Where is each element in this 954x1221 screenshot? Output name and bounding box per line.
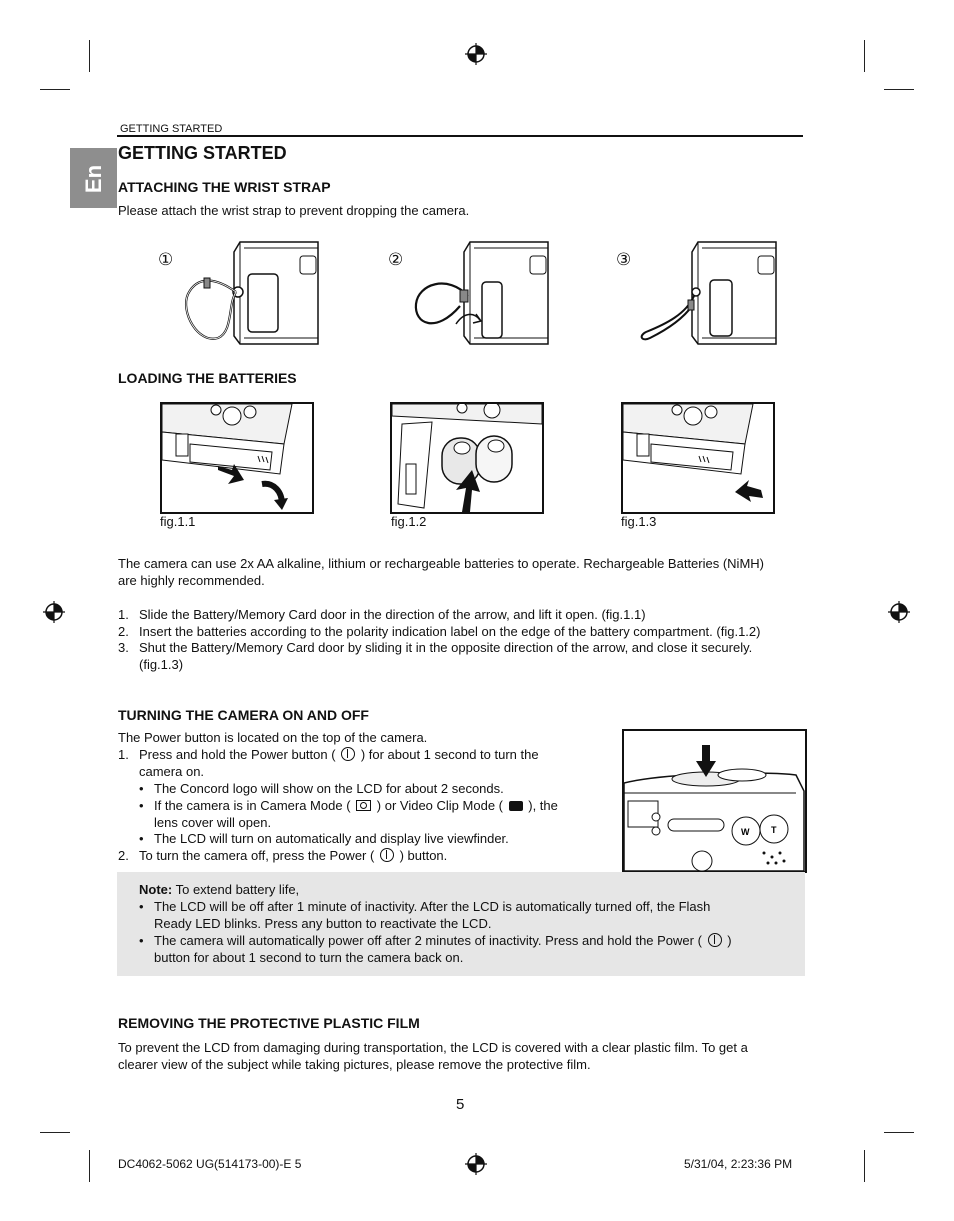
list-text: The LCD will be off after 1 minute of inactivity. After the LCD is automatically turned off, the Flash — [154, 899, 711, 914]
battery-figure-3 — [621, 402, 775, 514]
list-text: ) — [727, 933, 732, 948]
figure-caption: fig.1.3 — [621, 514, 657, 529]
power-icon — [380, 848, 394, 862]
battery-figure-1 — [160, 402, 314, 514]
list-text: Slide the Battery/Memory Card door in the direction of the arrow, and lift it open. (fig.1.1) — [139, 607, 646, 622]
figure-caption: fig.1.2 — [391, 514, 427, 529]
power-icon — [708, 933, 722, 947]
power-icon — [341, 747, 355, 761]
paragraph: Please attach the wrist strap to prevent dropping the camera. — [118, 203, 470, 218]
crop-mark — [89, 40, 90, 72]
language-tab-label: En — [81, 164, 106, 194]
note-label: Note: — [139, 882, 173, 897]
camera-mode-icon — [356, 800, 371, 811]
list-text: To turn the camera off, press the Power ( — [139, 848, 375, 863]
power-button-figure — [622, 729, 807, 873]
crop-mark — [884, 89, 914, 90]
note-box — [117, 872, 805, 976]
section-heading: TURNING THE CAMERA ON AND OFF — [118, 707, 369, 723]
registration-mark-icon — [43, 601, 65, 623]
bullet: • — [139, 831, 144, 846]
section-heading: LOADING THE BATTERIES — [118, 370, 297, 386]
list-text: ) for about 1 second to turn the — [360, 747, 539, 762]
note-intro: To extend battery life, — [172, 882, 300, 897]
list-text: If the camera is in Camera Mode ( — [154, 798, 351, 813]
list-text: The LCD will turn on automatically and display live viewfinder. — [154, 831, 509, 846]
list-text: The camera will automatically power off after 2 minutes of inactivity. Press and hold the Power ( — [154, 933, 702, 948]
list-text: The Concord logo will show on the LCD for about 2 seconds. — [154, 781, 504, 796]
list-text: ), the — [528, 798, 558, 813]
list-number: 1. — [118, 607, 129, 622]
list-text-continued: (fig.1.3) — [139, 657, 184, 672]
bullet: • — [139, 899, 144, 914]
list-text: Press and hold the Power button ( — [139, 747, 336, 762]
page-number: 5 — [456, 1096, 465, 1113]
step-number: ① — [158, 250, 174, 269]
list-number: 1. — [118, 747, 129, 762]
running-header: GETTING STARTED — [120, 123, 223, 135]
battery-figure-2 — [390, 402, 544, 514]
section-heading: ATTACHING THE WRIST STRAP — [118, 179, 331, 195]
wrist-strap-illustration — [636, 234, 778, 350]
registration-mark-icon — [465, 1153, 487, 1175]
step-number: ③ — [616, 250, 632, 269]
list-text: ) button. — [399, 848, 448, 863]
zoom-tele-label: T — [771, 825, 777, 835]
crop-mark — [884, 1132, 914, 1133]
paragraph: To prevent the LCD from damaging during transportation, the LCD is covered with a clear plastic film. To get a — [118, 1040, 748, 1055]
crop-mark — [89, 1150, 90, 1182]
list-text: Insert the batteries according to the polarity indication label on the edge of the battery compartment. (fig.1.2) — [139, 624, 761, 639]
header-rule — [117, 135, 803, 137]
list-text-continued: lens cover will open. — [154, 815, 272, 830]
list-text: ) or Video Clip Mode ( — [376, 798, 503, 813]
crop-mark — [864, 40, 865, 72]
bullet: • — [139, 933, 144, 948]
paragraph: The Power button is located on the top of the camera. — [118, 730, 428, 745]
paragraph: The camera can use 2x AA alkaline, lithium or rechargeable batteries to operate. Rechargeable Batteries (NiMH) — [118, 556, 764, 571]
section-heading: REMOVING THE PROTECTIVE PLASTIC FILM — [118, 1015, 420, 1031]
figure-caption: fig.1.1 — [160, 514, 196, 529]
language-tab — [70, 148, 117, 208]
list-number: 3. — [118, 640, 129, 655]
bullet: • — [139, 798, 144, 813]
paragraph: are highly recommended. — [118, 573, 265, 588]
list-text-continued: button for about 1 second to turn the camera back on. — [154, 950, 464, 965]
paragraph: clearer view of the subject while taking pictures, please remove the protective film. — [118, 1057, 591, 1072]
list-number: 2. — [118, 848, 129, 863]
registration-mark-icon — [465, 43, 487, 65]
bullet: • — [139, 781, 144, 796]
list-text-continued: Ready LED blinks. Press any button to reactivate the LCD. — [154, 916, 492, 931]
wrist-strap-illustration — [408, 234, 550, 350]
registration-mark-icon — [888, 601, 910, 623]
wrist-strap-illustration — [178, 234, 320, 350]
footer-left: DC4062-5062 UG(514173-00)-E 5 — [118, 1157, 302, 1171]
list-text: Shut the Battery/Memory Card door by sliding it in the opposite direction of the arrow, and close it securely. — [139, 640, 753, 655]
page-title: GETTING STARTED — [118, 143, 287, 163]
crop-mark — [864, 1150, 865, 1182]
crop-mark — [40, 1132, 70, 1133]
video-mode-icon — [509, 801, 523, 811]
crop-mark — [40, 89, 70, 90]
footer-right: 5/31/04, 2:23:36 PM — [684, 1157, 793, 1171]
list-text-continued: camera on. — [139, 764, 205, 779]
list-number: 2. — [118, 624, 129, 639]
step-number: ② — [388, 250, 404, 269]
zoom-wide-label: W — [741, 827, 750, 837]
